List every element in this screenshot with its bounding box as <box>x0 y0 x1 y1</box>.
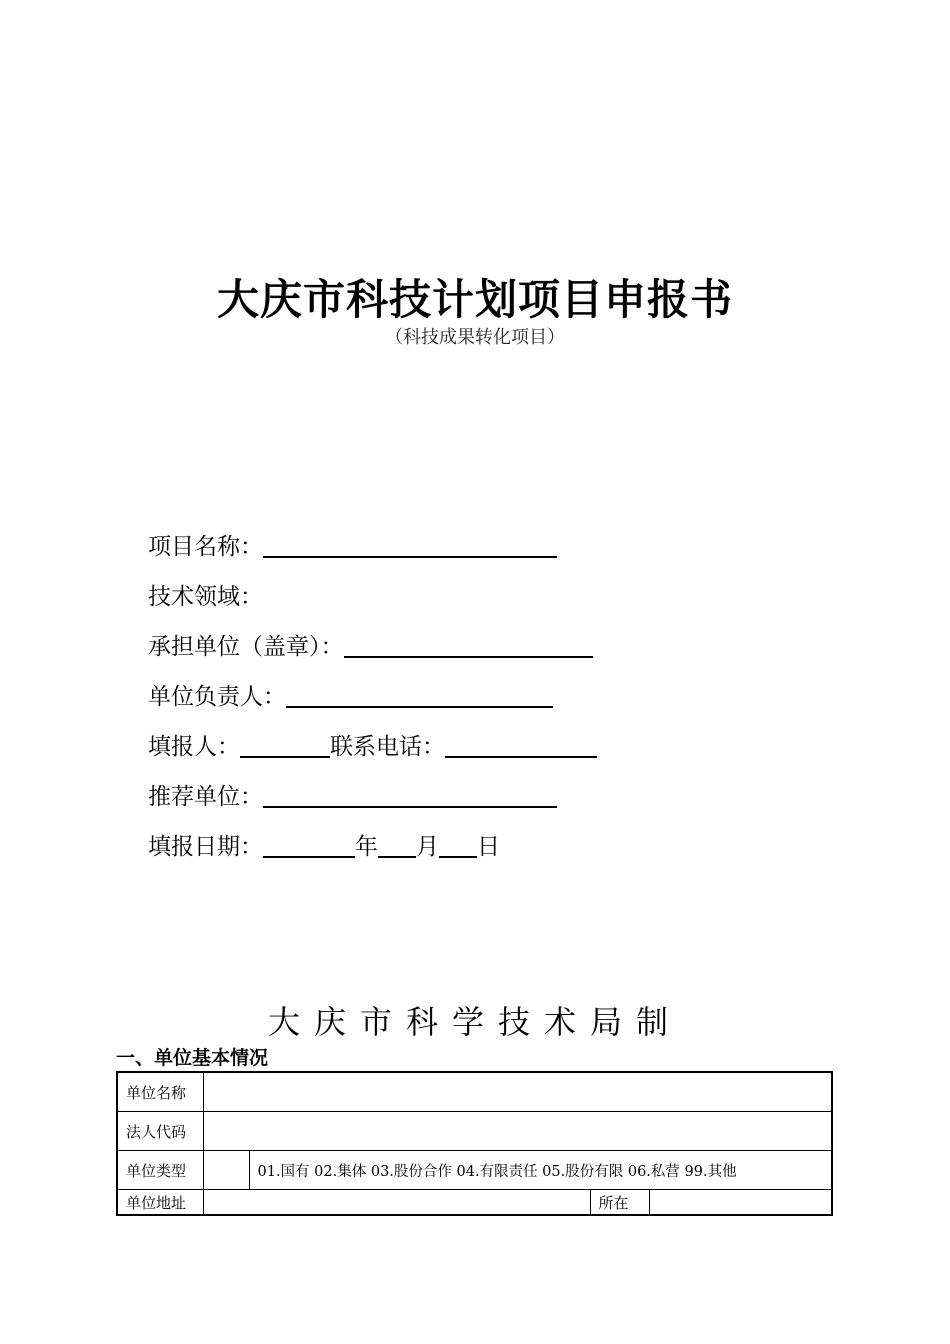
filler-blank[interactable] <box>240 734 330 758</box>
year-label: 年 <box>355 834 378 860</box>
tech-field-label: 技术领域： <box>148 584 263 610</box>
issuing-bureau: 大庆市科学技术局制 <box>267 1003 682 1041</box>
undertaking-unit-row <box>148 632 593 662</box>
month-label: 月 <box>416 834 439 860</box>
fill-year-blank[interactable] <box>263 834 355 858</box>
document-subtitle: （科技成果转化项目） <box>385 327 565 348</box>
undertaking-unit-label: 承担单位（盖章）： <box>148 634 344 660</box>
fill-day-blank[interactable] <box>439 834 477 858</box>
unit-leader-row <box>148 682 553 712</box>
contact-phone-label: 联系电话： <box>330 734 445 760</box>
project-name-label: 项目名称： <box>148 534 263 560</box>
location-cell[interactable] <box>649 1190 832 1216</box>
recommending-unit-row <box>148 782 557 812</box>
unit-leader-blank[interactable] <box>286 684 553 708</box>
recommending-unit-label: 推荐单位： <box>148 784 263 810</box>
unit-type-code-cell[interactable] <box>203 1151 249 1190</box>
day-label: 日 <box>477 834 500 860</box>
fill-month-blank[interactable] <box>378 834 416 858</box>
legal-code-cell[interactable] <box>203 1112 832 1151</box>
table-row <box>117 1112 832 1151</box>
unit-info-table <box>116 1071 833 1216</box>
unit-address-label: 单位地址 <box>117 1190 203 1216</box>
table-row <box>117 1072 832 1112</box>
undertaking-unit-blank[interactable] <box>344 634 593 658</box>
section-heading: 一、单位基本情况 <box>116 1047 269 1069</box>
recommending-unit-blank[interactable] <box>263 784 557 808</box>
unit-address-cell[interactable] <box>203 1190 590 1216</box>
location-label: 所在 <box>590 1190 649 1216</box>
unit-leader-label: 单位负责人： <box>148 684 286 710</box>
legal-code-label: 法人代码 <box>117 1112 203 1151</box>
project-name-row <box>148 532 557 562</box>
unit-type-options: 01.国有 02.集体 03.股份合作 04.有限责任 05.股份有限 06.私营 99.其他 <box>249 1151 832 1190</box>
unit-type-label: 单位类型 <box>117 1151 203 1190</box>
filler-row <box>148 732 597 762</box>
unit-name-cell[interactable] <box>203 1072 832 1112</box>
unit-name-label: 单位名称 <box>117 1072 203 1112</box>
project-name-blank[interactable] <box>263 534 557 558</box>
filler-label: 填报人： <box>148 734 240 760</box>
contact-phone-blank[interactable] <box>445 734 597 758</box>
tech-field-row <box>148 582 263 612</box>
table-row <box>117 1151 832 1190</box>
fill-date-label: 填报日期： <box>148 834 263 860</box>
table-row <box>117 1190 832 1216</box>
document-title: 大庆市科技计划项目申报书 <box>216 275 733 324</box>
fill-date-row <box>148 832 500 862</box>
